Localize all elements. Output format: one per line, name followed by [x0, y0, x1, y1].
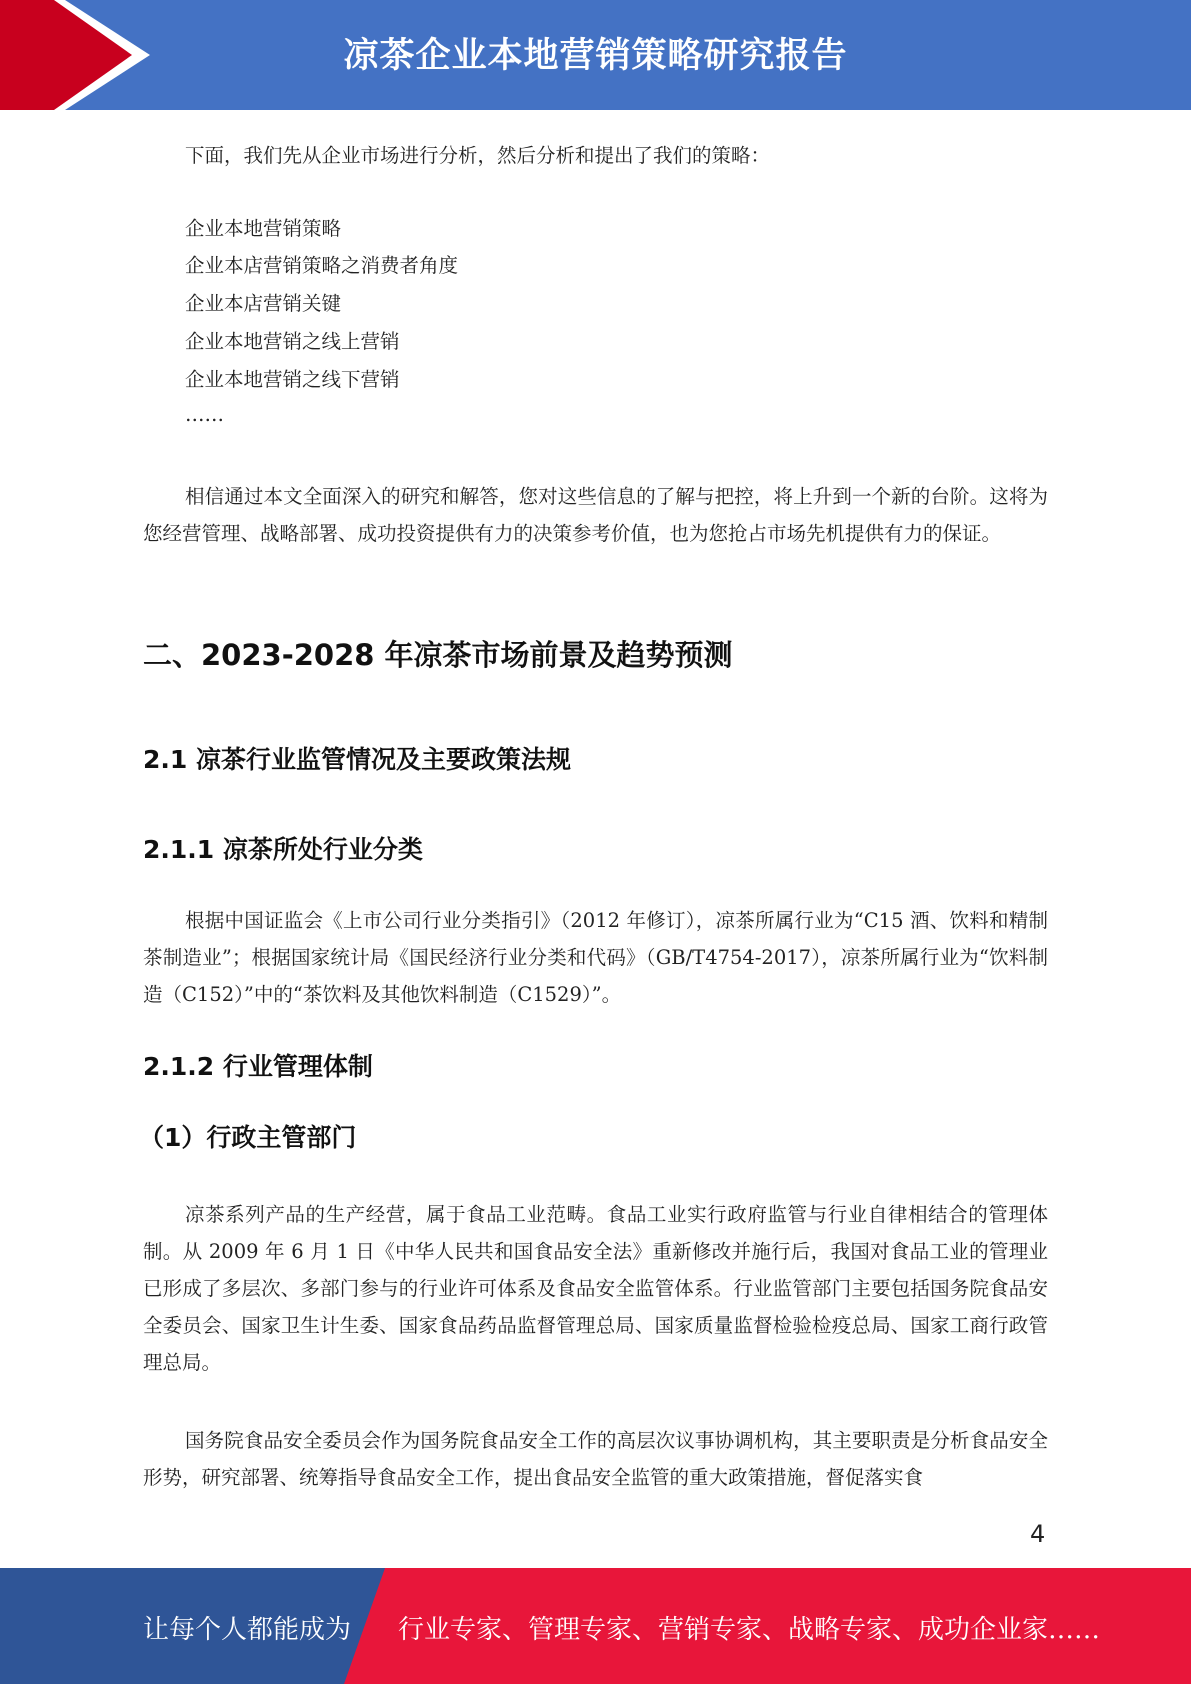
admin-paragraph-1: 凉茶系列产品的生产经营，属于食品工业范畴。食品工业实行政府监管与行业自律相结合的管理体制。从 2009 年 6 月 1 日《中华人民共和国食品安全法》重新修改并施行后，我国对食品工业的管理业已形成了多层次、多部门参与的行业许可体系及食品安全监管体系。行业监管部门主要包括国务院食品安全委员会、国家卫生计生委、国家食品药品监督管理总局、国家质量监督检验检疫总局、国家工商行政管理总局。	[143, 1203, 1048, 1374]
section-2-heading: 二、2023-2028 年凉茶市场前景及趋势预测	[143, 638, 733, 672]
section-2-1-1-heading: 2.1.1 凉茶所处行业分类	[143, 835, 423, 864]
strategy-item: 企业本店营销关键	[185, 292, 342, 315]
section-2-1-heading: 2.1 凉茶行业监管情况及主要政策法规	[143, 745, 571, 774]
strategy-item-ellipsis: ……	[185, 403, 224, 426]
page-number: 4	[1030, 1520, 1046, 1548]
report-footer	[0, 1568, 1191, 1684]
footer-slogan-right: 行业专家、管理专家、营销专家、战略专家、成功企业家……	[398, 1615, 1101, 1645]
intro-paragraph: 下面，我们先从企业市场进行分析，然后分析和提出了我们的策略：	[185, 144, 771, 167]
section-2-1-2-heading: 2.1.2 行业管理体制	[143, 1052, 373, 1081]
report-header	[0, 0, 1191, 110]
admin-paragraph-2: 国务院食品安全委员会作为国务院食品安全工作的高层次议事协调机构，其主要职责是分析食品安全形势，研究部署、统筹指导食品安全工作，提出食品安全监管的重大政策措施，督促落实食	[143, 1429, 1048, 1489]
strategy-item: 企业本地营销之线下营销	[185, 368, 400, 391]
footer-slogan-left: 让每个人都能成为	[143, 1615, 352, 1645]
strategy-item: 企业本店营销策略之消费者角度	[185, 254, 459, 277]
subsection-admin-heading: （1）行政主管部门	[139, 1123, 357, 1152]
closing-paragraph: 相信通过本文全面深入的研究和解答，您对这些信息的了解与把控，将上升到一个新的台阶。这将为您经营管理、战略部署、成功投资提供有力的决策参考价值，也为您抢占市场先机提供有力的保证。	[143, 485, 1048, 545]
report-title: 凉茶企业本地营销策略研究报告	[343, 36, 848, 76]
strategy-item: 企业本地营销之线上营销	[185, 330, 400, 353]
strategy-item: 企业本地营销策略	[185, 217, 342, 240]
industry-classification-paragraph: 根据中国证监会《上市公司行业分类指引》（2012 年修订），凉茶所属行业为“C15 酒、饮料和精制茶制造业”；根据国家统计局《国民经济行业分类和代码》（GB/T4754-2017），凉茶所属行业为“饮料制造（C152）”中的“茶饮料及其他饮料制造（C1529）”。	[143, 909, 1048, 1006]
